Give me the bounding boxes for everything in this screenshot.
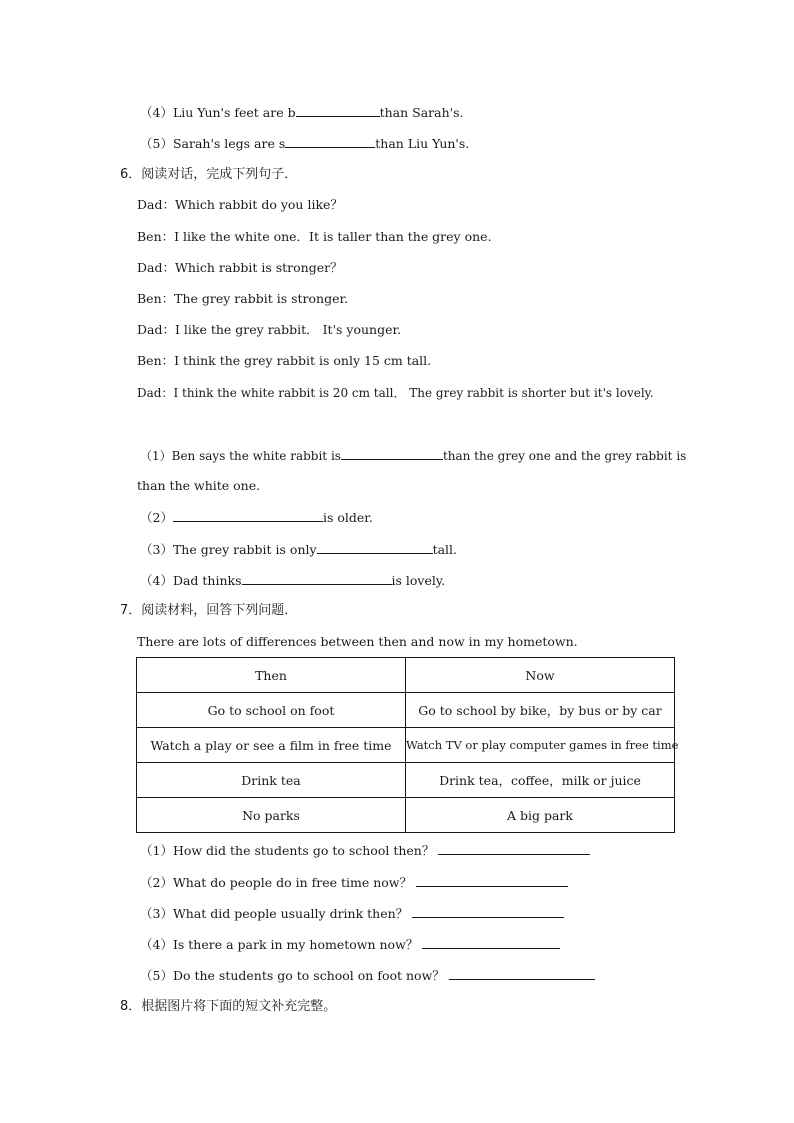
dialogue-text: Which rabbit do you like？ [174,197,343,212]
item-number: （4） [140,573,173,588]
table-header-cell: Then [137,658,406,693]
q6-heading: 6．阅读对话，完成下列句子． [120,167,298,182]
table-cell: Go to school on foot [137,693,406,728]
answer-blank[interactable] [416,874,568,887]
dialogue-line [137,353,431,369]
q7-question-5 [140,967,595,984]
item-number: （3） [140,906,173,921]
table-cell: Drink tea，coffee，milk or juice [406,763,675,798]
question-text: Is there a park in my hometown now？ [172,937,419,952]
dialogue-line [137,229,492,245]
table-row [137,763,675,798]
answer-blank[interactable] [422,936,560,949]
speaker: Ben： [137,229,175,244]
answer-blank[interactable] [317,541,433,554]
answer-blank[interactable] [341,447,443,460]
item-text: than Sarah's. [379,105,464,120]
item-text: is older. [322,510,373,525]
answer-blank[interactable] [449,967,595,980]
table-cell: Watch a play or see a film in free time [137,728,406,763]
item-text: than the grey one and the grey rabbit is [442,449,687,463]
speaker: Dad： [137,322,175,337]
speaker: Dad： [137,197,175,212]
question-text: What did people usually drink then？ [172,906,409,921]
item-number: （2） [140,510,173,525]
q7-question-1 [140,842,590,859]
q6-item-3 [140,541,457,558]
table-row [137,728,675,763]
answer-blank[interactable] [285,135,375,148]
answer-blank[interactable] [173,509,323,522]
speaker: Ben： [137,291,175,306]
q7-question-3 [140,905,564,922]
question-text: What do people do in free time now？ [172,875,413,890]
item-number: （4） [140,937,173,952]
question-text: How did the students go to school then？ [172,843,435,858]
dialogue-text: I think the grey rabbit is only 15 cm tall. [174,353,432,368]
q5-item-5 [140,135,469,152]
q8-heading: 8．根据图片将下面的短文补充完整。 [120,999,337,1014]
table-header-row [137,658,675,693]
q7-intro: There are lots of differences between then and now in my hometown. [137,634,578,649]
dialogue-line [137,291,348,307]
item-number: （5） [140,968,173,983]
dialogue-line [137,322,401,338]
table-row [137,693,675,728]
item-text: Dad thinks [172,573,242,588]
q7-question-4 [140,936,560,953]
item-text: is lovely. [391,573,446,588]
answer-blank[interactable] [296,104,380,117]
q5-item-4 [140,104,463,121]
q7-heading: 7．阅读材料，回答下列问题． [120,603,298,618]
table-cell: No parks [137,798,406,833]
answer-blank[interactable] [438,842,590,855]
item-text: Liu Yun's feet are b [172,105,296,120]
table-header-cell: Now [406,658,675,693]
item-number: （1） [140,843,173,858]
dialogue-text: The grey rabbit is stronger. [174,291,349,306]
dialogue-text: Which rabbit is stronger？ [174,260,343,275]
dialogue-text: I think the white rabbit is 20 cm tall． The grey rabbit is shorter but it's lovely. [173,386,654,400]
item-text: tall. [432,542,458,557]
table-cell: Go to school by bike，by bus or by car [406,693,675,728]
speaker: Dad： [137,386,174,400]
q6-item-4 [140,572,445,589]
item-number: （3） [140,542,173,557]
q6-item-1-continuation: than the white one. [137,478,261,493]
table-cell: A big park [406,798,675,833]
item-text: than Liu Yun's. [375,136,470,151]
dialogue-line [137,197,343,213]
speaker: Ben： [137,353,175,368]
q6-item-2 [140,509,373,526]
table-cell: Watch TV or play computer games in free time [406,728,675,763]
answer-blank[interactable] [412,905,564,918]
question-text: Do the students go to school on foot now？ [172,968,445,983]
answer-blank[interactable] [242,572,392,585]
dialogue-text: I like the white one．It is taller than the grey one. [174,229,492,244]
item-number: （1） [140,449,172,463]
item-text: Sarah's legs are s [172,136,286,151]
q7-question-2 [140,874,568,891]
then-now-table [136,657,679,833]
speaker: Dad： [137,260,175,275]
item-text: The grey rabbit is only [172,542,317,557]
item-number: （4） [140,105,173,120]
dialogue-line [137,260,343,276]
q6-item-1 [140,447,686,464]
item-text: Ben says the white rabbit is [171,449,341,463]
table-cell: Drink tea [137,763,406,798]
item-number: （5） [140,136,173,151]
dialogue-text: I like the grey rabbit． It's younger. [174,322,402,337]
item-number: （2） [140,875,173,890]
table-row [137,798,675,833]
dialogue-line [137,385,654,401]
